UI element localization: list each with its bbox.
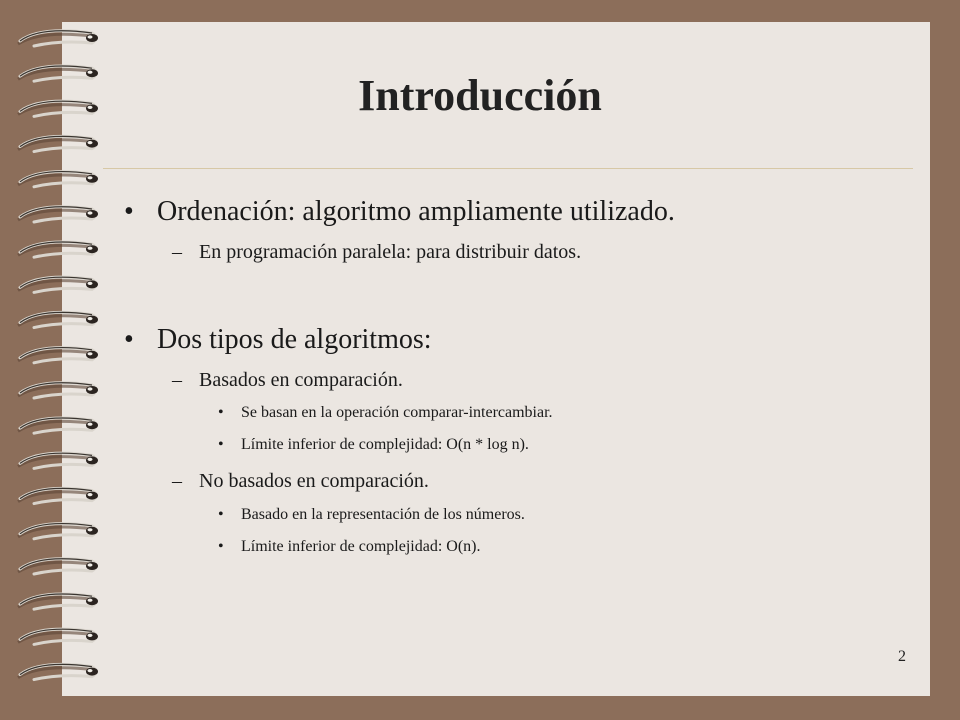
spiral-ring bbox=[18, 453, 98, 468]
spiral-ring bbox=[18, 488, 98, 503]
slide-title: Introducción bbox=[358, 71, 602, 120]
spiral-ring bbox=[18, 136, 98, 151]
title-divider bbox=[103, 168, 913, 169]
bullet-marker: • bbox=[124, 324, 134, 355]
small-bullet-marker: • bbox=[218, 506, 224, 523]
bullet-item-1: Ordenación: algoritmo ampliamente utilizado. bbox=[157, 196, 675, 227]
spiral-ring bbox=[18, 277, 98, 292]
spiral-ring bbox=[18, 524, 98, 539]
sub-item-2: Basados en comparación. bbox=[199, 369, 403, 391]
bullet-marker: • bbox=[124, 196, 134, 227]
sub-item-1: En programación paralela: para distribuir datos. bbox=[199, 241, 582, 263]
spiral-ring bbox=[18, 559, 98, 574]
spiral-ring bbox=[18, 418, 98, 433]
sub-sub-item-4: Límite inferior de complejidad: O(n). bbox=[241, 538, 481, 555]
spiral-ring bbox=[18, 242, 98, 257]
spiral-ring bbox=[18, 312, 98, 327]
dash-marker: – bbox=[172, 470, 182, 492]
spiral-ring bbox=[18, 207, 98, 222]
spiral-ring bbox=[18, 594, 98, 609]
spiral-ring bbox=[18, 172, 98, 187]
dash-marker: – bbox=[172, 369, 182, 391]
sub-sub-item-1: Se basan en la operación comparar-intercambiar. bbox=[241, 404, 553, 421]
sub-sub-item-3: Basado en la representación de los números. bbox=[241, 506, 525, 523]
spiral-ring bbox=[18, 348, 98, 363]
dash-marker: – bbox=[172, 241, 182, 263]
small-bullet-marker: • bbox=[218, 538, 224, 555]
spiral-ring bbox=[18, 31, 98, 46]
bullet-item-2: Dos tipos de algoritmos: bbox=[157, 324, 432, 355]
spiral-ring bbox=[18, 664, 98, 679]
slide-page bbox=[62, 22, 930, 696]
spiral-ring bbox=[18, 629, 98, 644]
small-bullet-marker: • bbox=[218, 436, 224, 453]
sub-sub-item-2: Límite inferior de complejidad: O(n * log n). bbox=[241, 436, 529, 453]
small-bullet-marker: • bbox=[218, 404, 224, 421]
sub-item-3: No basados en comparación. bbox=[199, 470, 429, 492]
spiral-ring bbox=[18, 383, 98, 398]
page-number: 2 bbox=[898, 648, 906, 665]
